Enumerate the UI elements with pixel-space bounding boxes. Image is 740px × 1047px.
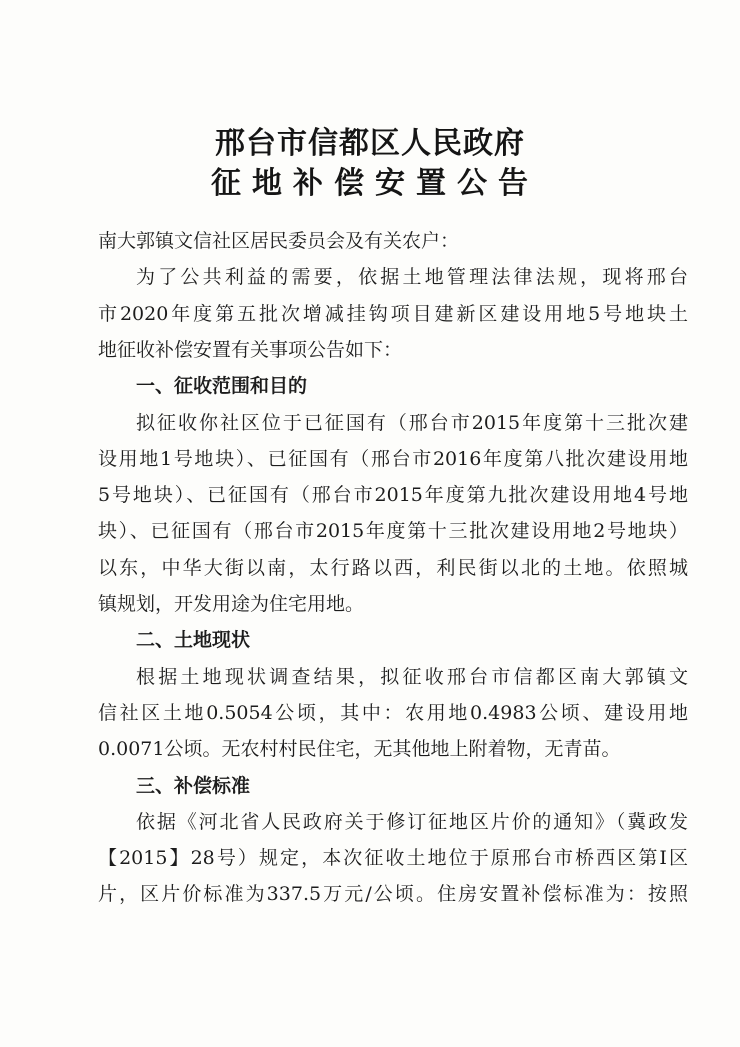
body-text-line: 市2020年度第五批次增减挂钩项目建新区建设用地5号地块土: [98, 302, 688, 325]
body-text-line: 以东，中华大街以南，太行路以西，利民街以北的土地。依照城: [98, 556, 688, 579]
body-text-line: 根据土地现状调查结果，拟征收邢台市信都区南大郭镇文: [136, 665, 688, 688]
body-text-line: 块）、已征国有（邢台市2015年度第十三批次建设用地2号地块）: [98, 520, 688, 543]
body-text-line: 南大郭镇文信社区居民委员会及有关农户：: [98, 230, 460, 252]
body-text-line: 5号地块）、已征国有（邢台市2015年度第九批次建设用地4号地: [98, 484, 688, 507]
body-text-line: 信社区土地0.5054公顷，其中：农用地0.4983公顷、建设用地: [98, 701, 688, 724]
body-text-line: 拟征收你社区位于已征国有（邢台市2015年度第十三批次建: [136, 411, 688, 434]
section-heading: 一、征收范围和目的: [136, 375, 308, 398]
body-text-line: 地征收补偿安置有关事项公告如下：: [98, 338, 403, 361]
body-text-line: 0.0071公顷。无农村村民住宅，无其他地上附着物，无青苗。: [98, 738, 621, 761]
body-text-line: 【2015】28号）规定，本次征收土地位于原邢台市桥西区第Ⅰ区: [98, 847, 688, 870]
section-heading: 二、土地现状: [136, 629, 251, 652]
document-title-line2: 征地补偿安置公告: [211, 166, 539, 201]
section-heading: 三、补偿标准: [136, 774, 251, 797]
body-text-line: 镇规划，开发用途为住宅用地。: [98, 593, 365, 615]
body-text-line: 依据《河北省人民政府关于修订征地区片价的通知》（冀政发: [136, 810, 688, 833]
body-text-line: 为了公共利益的需要，依据土地管理法律法规，现将邢台: [136, 266, 688, 289]
body-text-line: 片，区片价标准为337.5万元/公顷。住房安置补偿标准为：按照: [98, 883, 688, 906]
document-title-line1: 邢台市信都区人民政府: [215, 126, 525, 161]
body-text-line: 设用地1号地块）、已征国有（邢台市2016年度第八批次建设用地: [98, 447, 688, 470]
